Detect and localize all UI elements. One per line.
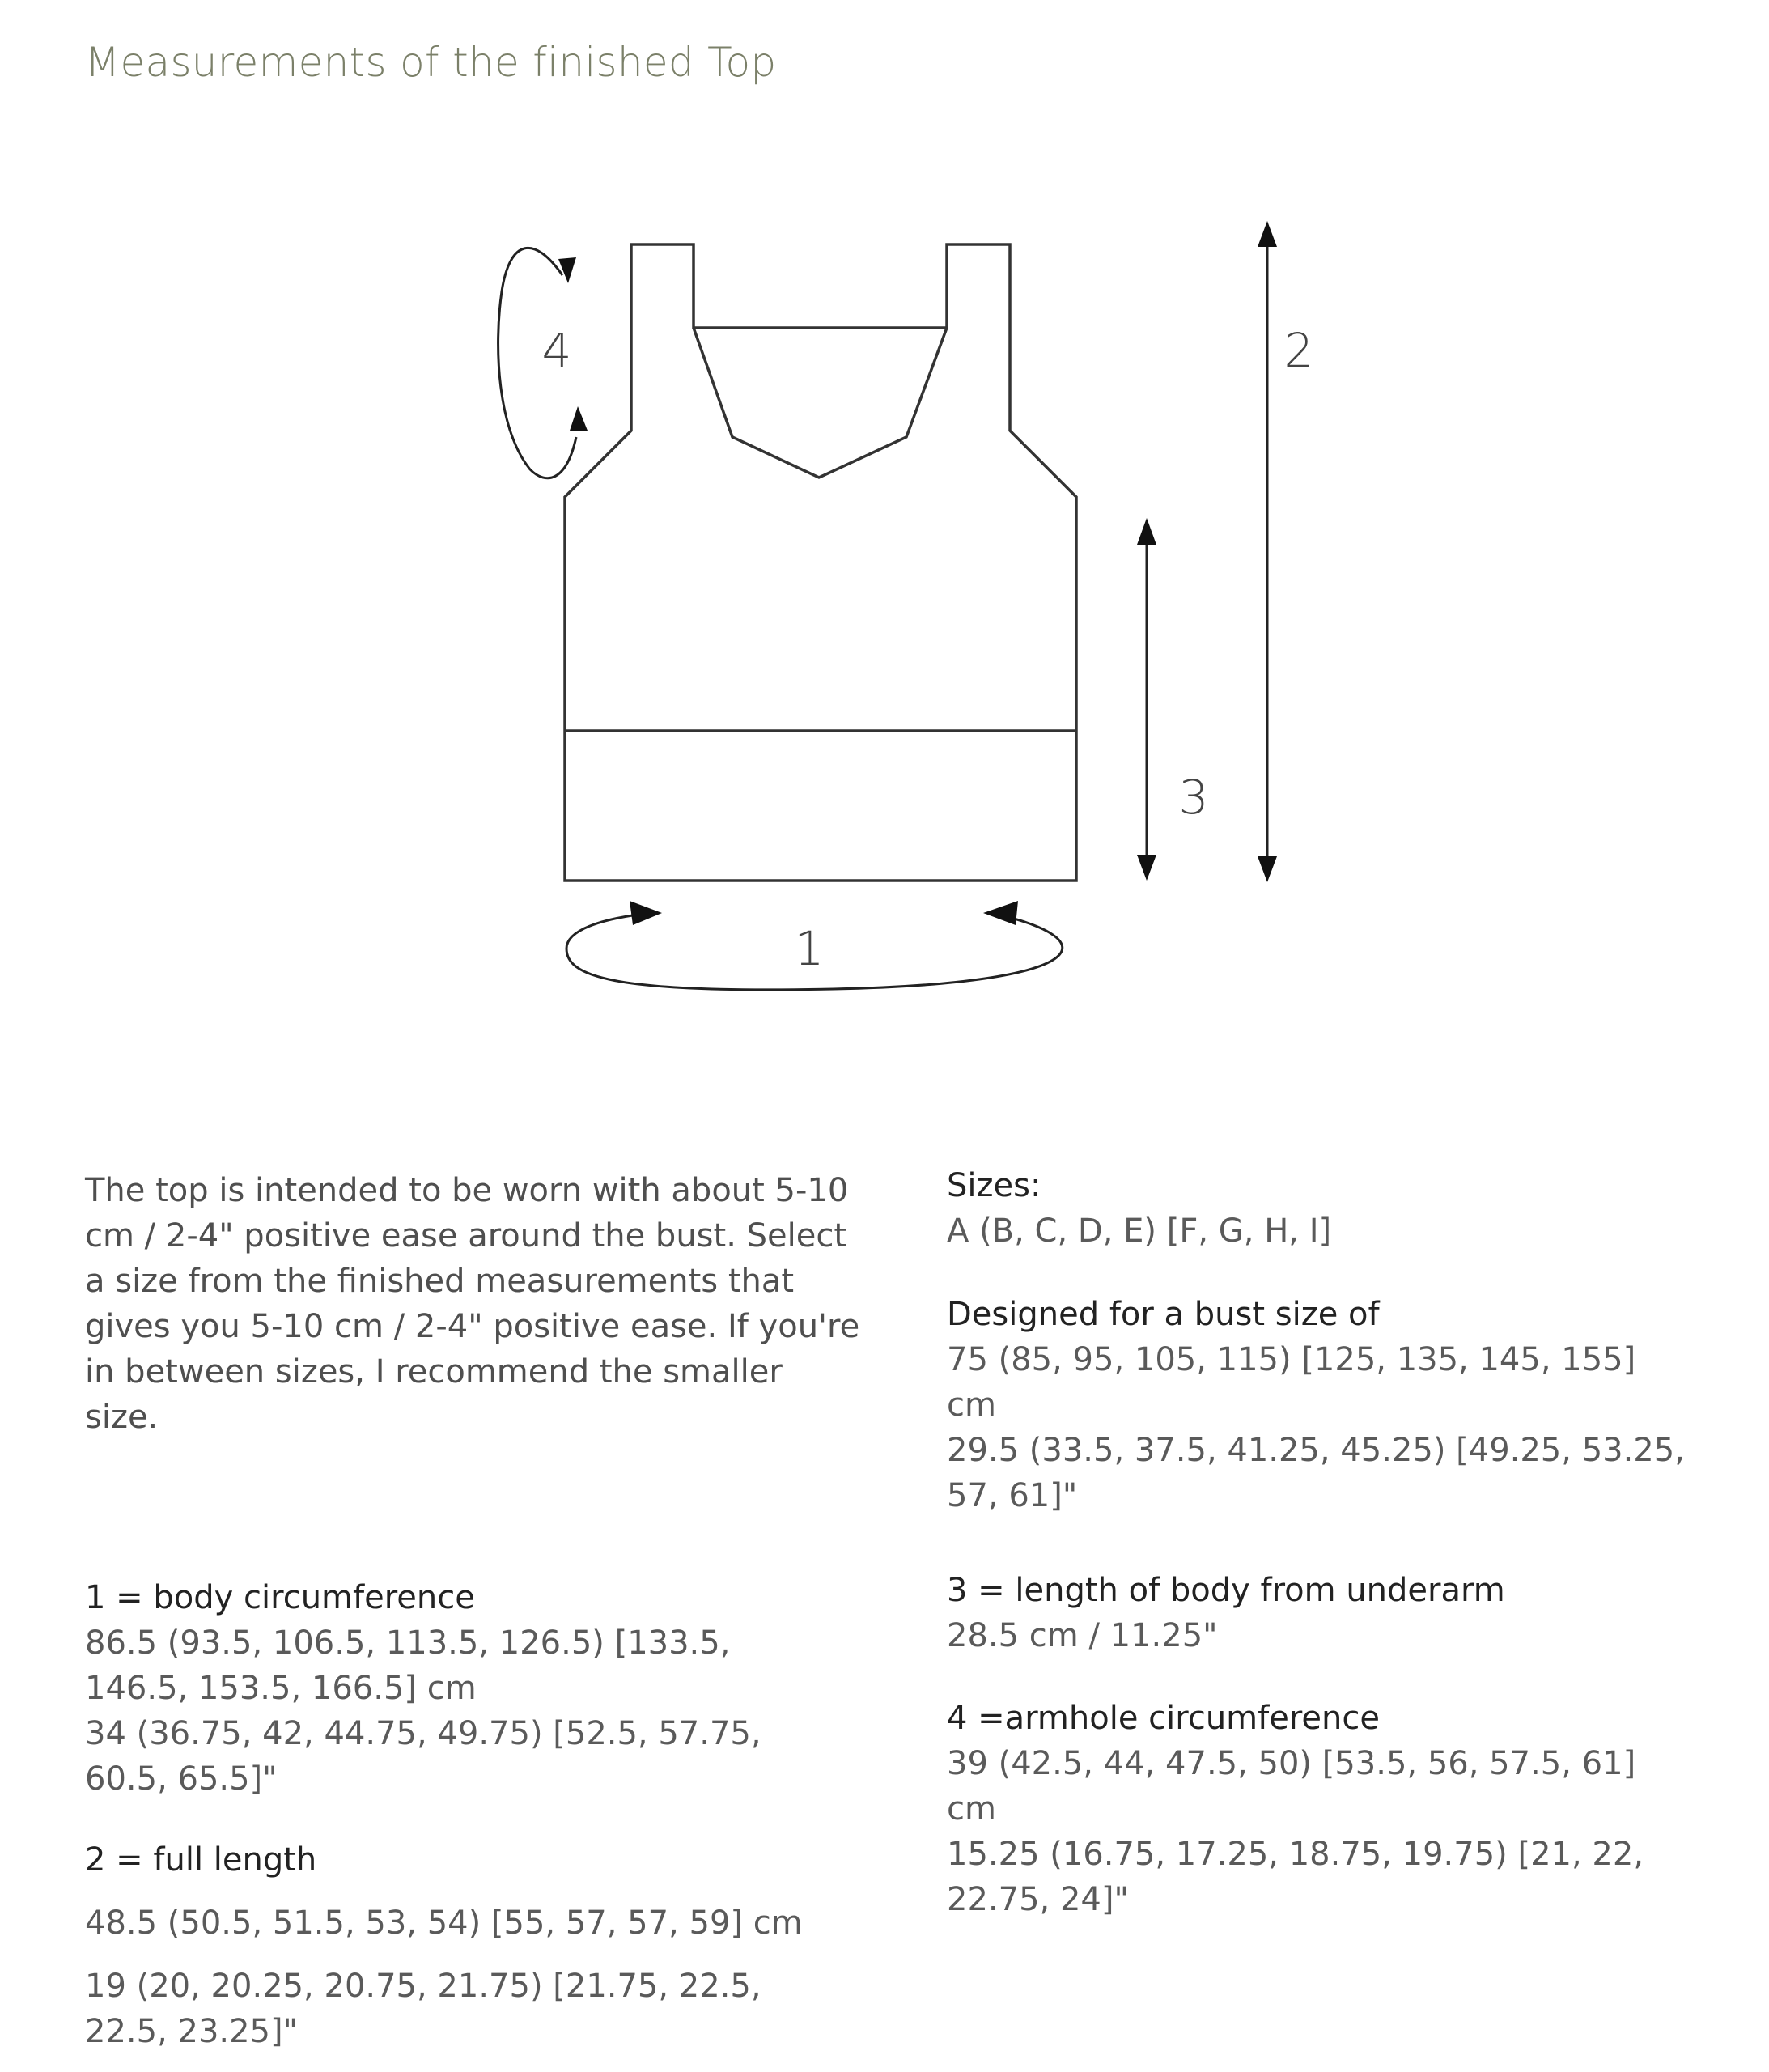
measurement-heading: 2 = full length bbox=[85, 1841, 317, 1879]
measurement-value: 28.5 cm / 11.25" bbox=[947, 1617, 1218, 1654]
bust-cm: 75 (85, 95, 105, 115) [125, 135, 145, 155] cm bbox=[947, 1341, 1636, 1424]
bust-inch: 29.5 (33.5, 37.5, 41.25, 45.25) [49.25, 53.25, 57, 61]" bbox=[947, 1432, 1685, 1514]
label-2: 2 bbox=[1283, 323, 1314, 378]
measurement-heading: 3 = length of body from underarm bbox=[947, 1572, 1505, 1609]
measurement-inch: 19 (20, 20.25, 20.75, 21.75) [21.75, 22.5, 22.5, 23.25]" bbox=[85, 1968, 761, 2050]
sizes-heading: Sizes: bbox=[947, 1167, 1041, 1204]
label-4: 4 bbox=[541, 323, 572, 378]
neckline bbox=[694, 328, 947, 478]
garment-outline bbox=[565, 244, 1076, 881]
page-title: Measurements of the finished Top bbox=[85, 39, 777, 86]
intro-text: The top is intended to be worn with about 5-10 cm / 2-4" positive ease around the bust. Select a size from the finished measurements that gives you 5-10 cm / 2-4" positive ease. If you're in between sizes, I recommend the smaller size. bbox=[85, 1172, 860, 1436]
measurement-1 bbox=[85, 1575, 813, 1802]
arrow-head bbox=[630, 901, 662, 925]
measurement-heading: 1 = body circumference bbox=[85, 1579, 475, 1616]
sizes-value: A (B, C, D, E) [F, G, H, I] bbox=[947, 1212, 1332, 1250]
measurement-2 bbox=[85, 1837, 813, 2054]
measurement-inch: 34 (36.75, 42, 44.75, 49.75) [52.5, 57.75, 60.5, 65.5]" bbox=[85, 1715, 761, 1798]
measurement-4 bbox=[947, 1696, 1691, 1922]
measurement-heading: 4 =armhole circumference bbox=[947, 1700, 1380, 1737]
bust-heading: Designed for a bust size of bbox=[947, 1296, 1380, 1333]
label-1: 1 bbox=[794, 921, 825, 976]
label-3: 3 bbox=[1178, 770, 1209, 825]
measurement-cm: 48.5 (50.5, 51.5, 53, 54) [55, 57, 57, 59] cm bbox=[85, 1904, 803, 1942]
arrow-head bbox=[983, 901, 1018, 925]
sizes-section bbox=[947, 1163, 1691, 1254]
arrow-head bbox=[570, 406, 588, 431]
bust-size-section bbox=[947, 1292, 1691, 1518]
measurement-inch: 15.25 (16.75, 17.25, 18.75, 19.75) [21, 22, 22.75, 24]" bbox=[947, 1836, 1644, 1918]
measurement-3 bbox=[947, 1568, 1691, 1658]
arrow-head bbox=[558, 257, 576, 283]
measurement-cm: 39 (42.5, 44, 47.5, 50) [53.5, 56, 57.5, 61] cm bbox=[947, 1745, 1636, 1828]
measurement-cm: 86.5 (93.5, 106.5, 113.5, 126.5) [133.5, 146.5, 153.5, 166.5] cm bbox=[85, 1624, 731, 1707]
